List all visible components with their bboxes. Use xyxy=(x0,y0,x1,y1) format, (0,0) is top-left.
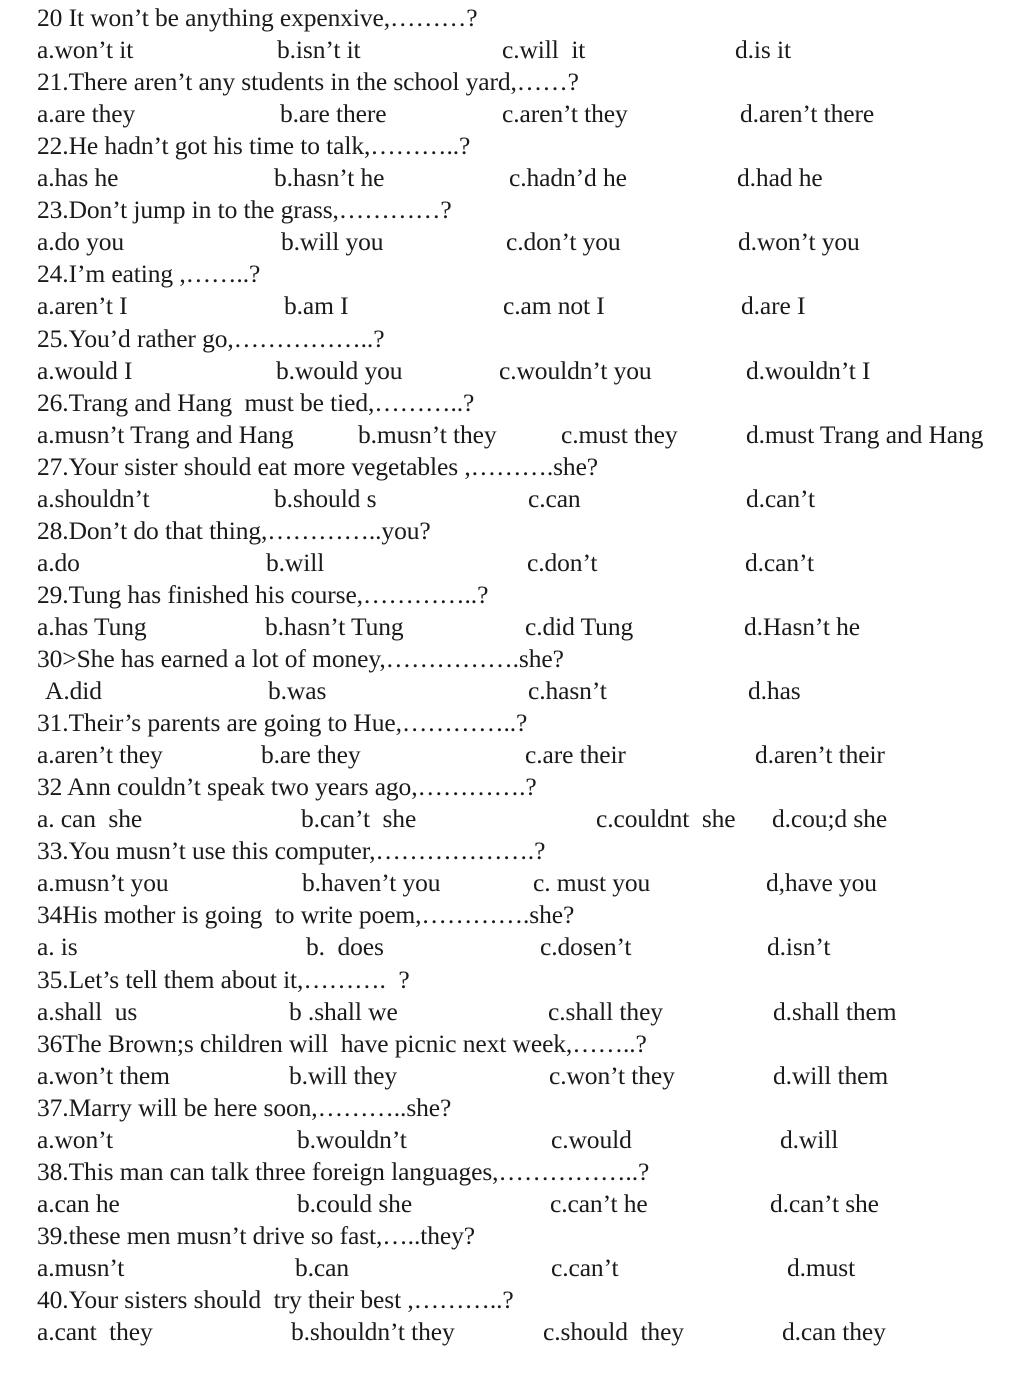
question-26-stem: 26.Trang and Hang must be tied,………..? xyxy=(37,387,475,417)
question-35-option-b: b .shall we xyxy=(289,996,398,1026)
question-30-option-d: d.has xyxy=(748,676,801,705)
question-36-stem: 36The Brown;s children will have picnic next week,……..? xyxy=(37,1028,647,1058)
question-35-option-d: d.shall them xyxy=(773,996,897,1026)
question-33-option-a: a.musn’t you xyxy=(37,868,169,898)
question-27-option-a: a.shouldn’t xyxy=(37,483,150,513)
question-20-stem: 20 It won’t be anything expenxive,………? xyxy=(37,3,478,32)
question-20-option-b: b.isn’t it xyxy=(277,35,361,64)
question-37-stem: 37.Marry will be here soon,………..she? xyxy=(37,1092,452,1122)
question-36-option-d: d.will them xyxy=(773,1060,889,1090)
question-28-option-b: b.will xyxy=(266,547,325,577)
question-23-option-b: b.will you xyxy=(281,227,384,257)
question-20-option-d: d.is it xyxy=(735,35,791,64)
question-30-option-c: c.hasn’t xyxy=(528,676,607,705)
question-31-option-a: a.aren’t they xyxy=(37,740,163,770)
question-25-stem: 25.You’d rather go,……………..? xyxy=(37,323,385,353)
question-23-option-a: a.do you xyxy=(37,227,125,257)
question-31-stem: 31.Their’s parents are going to Hue,…………..? xyxy=(37,708,528,738)
question-40-option-b: b.shouldn’t they xyxy=(291,1317,455,1346)
question-32-option-b: b.can’t she xyxy=(301,804,417,834)
question-22-option-a: a.has he xyxy=(37,163,119,193)
question-24-stem: 24.I’m eating ,……..? xyxy=(37,259,261,289)
question-21-option-b: b.are there xyxy=(280,99,387,129)
question-39-option-a: a.musn’t xyxy=(37,1252,125,1282)
question-34-stem: 34His mother is going to write poem,………….she? xyxy=(37,900,575,930)
question-40-option-a: a.cant they xyxy=(37,1317,153,1346)
question-37-option-a: a.won’t xyxy=(37,1124,114,1154)
question-28-stem: 28.Don’t do that thing,…………..you? xyxy=(37,515,431,545)
question-33-option-b: b.haven’t you xyxy=(302,868,441,898)
question-22-stem: 22.He hadn’t got his time to talk,………..? xyxy=(37,131,471,161)
question-24-option-d: d.are I xyxy=(741,291,806,321)
question-32-option-d: d.cou;d she xyxy=(772,804,888,834)
question-29-option-c: c.did Tung xyxy=(525,611,634,641)
question-38-stem: 38.This man can talk three foreign languages,……………..? xyxy=(37,1156,650,1186)
question-26-option-c: c.must they xyxy=(561,419,678,449)
question-34-option-b: b. does xyxy=(306,932,384,962)
question-30-option-b: b.was xyxy=(268,676,327,705)
question-22-option-c: c.hadn’d he xyxy=(509,163,627,193)
question-35-option-c: c.shall they xyxy=(548,996,663,1026)
question-27-stem: 27.Your sister should eat more vegetables ,……….she? xyxy=(37,451,599,481)
question-39-option-b: b.can xyxy=(295,1252,350,1282)
question-28-option-d: d.can’t xyxy=(745,547,814,577)
question-33-option-d: d,have you xyxy=(766,868,877,898)
question-30-stem: 30>She has earned a lot of money,…………….she? xyxy=(37,644,564,673)
question-26-option-d: d.must Trang and Hang xyxy=(746,419,984,449)
question-37-option-d: d.will xyxy=(780,1124,839,1154)
question-29-stem: 29.Tung has finished his course,…………..? xyxy=(37,579,489,609)
question-32-option-a: a. can she xyxy=(37,804,143,834)
question-28-option-a: a.do xyxy=(37,547,80,577)
question-31-option-c: c.are their xyxy=(525,740,626,770)
question-40-option-d: d.can they xyxy=(782,1317,886,1346)
question-22-option-b: b.hasn’t he xyxy=(274,163,385,193)
question-29-option-a: a.has Tung xyxy=(37,611,147,641)
question-35-option-a: a.shall us xyxy=(37,996,138,1026)
question-24-option-b: b.am I xyxy=(284,291,349,321)
question-24-option-a: a.aren’t I xyxy=(37,291,128,321)
question-21-option-c: c.aren’t they xyxy=(502,99,628,129)
question-28-option-c: c.don’t xyxy=(527,547,598,577)
question-32-stem: 32 Ann couldn’t speak two years ago,………….? xyxy=(37,772,537,802)
question-30-option-a: A.did xyxy=(45,676,102,705)
question-36-option-a: a.won’t them xyxy=(37,1060,170,1090)
question-31-option-d: d.aren’t their xyxy=(755,740,885,770)
question-35-stem: 35.Let’s tell them about it,………. ? xyxy=(37,964,410,994)
question-26-option-b: b.musn’t they xyxy=(358,419,497,449)
question-34-option-c: c.dosen’t xyxy=(540,932,632,962)
question-38-option-d: d.can’t she xyxy=(770,1188,879,1218)
question-37-option-b: b.wouldn’t xyxy=(297,1124,407,1154)
question-37-option-c: c.would xyxy=(551,1124,632,1154)
question-40-option-c: c.should they xyxy=(543,1317,684,1346)
question-36-option-b: b.will they xyxy=(289,1060,397,1090)
question-25-option-a: a.would I xyxy=(37,355,133,385)
question-23-stem: 23.Don’t jump in to the grass,…………? xyxy=(37,195,452,225)
question-33-stem: 33.You musn’t use this computer,……………….? xyxy=(37,836,546,866)
question-25-option-b: b.would you xyxy=(276,355,403,385)
question-23-option-d: d.won’t you xyxy=(738,227,860,257)
question-26-option-a: a.musn’t Trang and Hang xyxy=(37,419,294,449)
question-20-option-a: a.won’t it xyxy=(37,35,134,64)
question-20-option-c: c.will it xyxy=(502,35,586,64)
question-27-option-d: d.can’t xyxy=(746,483,815,513)
question-25-option-c: c.wouldn’t you xyxy=(499,355,652,385)
question-29-option-b: b.hasn’t Tung xyxy=(265,611,404,641)
question-39-option-c: c.can’t xyxy=(551,1252,619,1282)
question-38-option-b: b.could she xyxy=(297,1188,413,1218)
question-21-option-a: a.are they xyxy=(37,99,136,129)
question-39-option-d: d.must xyxy=(787,1252,856,1282)
question-25-option-d: d.wouldn’t I xyxy=(746,355,871,385)
question-29-option-d: d.Hasn’t he xyxy=(744,611,860,641)
question-33-option-c: c. must you xyxy=(533,868,651,898)
question-40-stem: 40.Your sisters should try their best ,………..? xyxy=(37,1285,514,1314)
question-32-option-c: c.couldnt she xyxy=(596,804,736,834)
question-31-option-b: b.are they xyxy=(261,740,361,770)
question-39-stem: 39.these men musn’t drive so fast,…..they? xyxy=(37,1220,475,1250)
question-27-option-b: b.should s xyxy=(274,483,377,513)
question-38-option-c: c.can’t he xyxy=(550,1188,648,1218)
question-21-option-d: d.aren’t there xyxy=(740,99,875,129)
question-21-stem: 21.There aren’t any students in the school yard,……? xyxy=(37,67,579,97)
question-36-option-c: c.won’t they xyxy=(549,1060,675,1090)
question-22-option-d: d.had he xyxy=(737,163,823,193)
question-38-option-a: a.can he xyxy=(37,1188,120,1218)
question-23-option-c: c.don’t you xyxy=(506,227,621,257)
question-24-option-c: c.am not I xyxy=(503,291,605,321)
question-34-option-a: a. is xyxy=(37,932,78,962)
question-34-option-d: d.isn’t xyxy=(767,932,831,962)
question-27-option-c: c.can xyxy=(528,483,581,513)
